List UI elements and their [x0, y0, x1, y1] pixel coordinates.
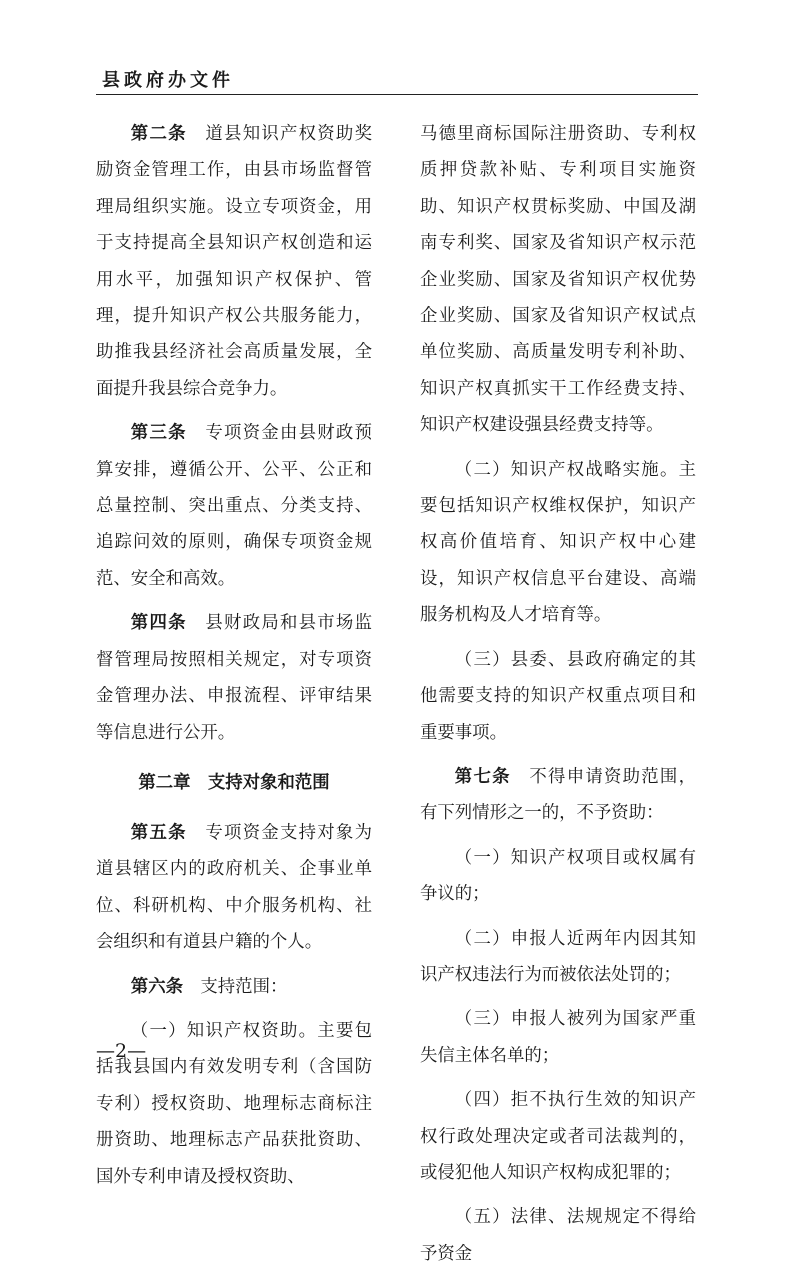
article-6-item-1: （一）知识产权资助。主要包括我县国内有效发明专利（含国防专利）授权资助、地理标志商标注册资助、地理标志产品获批资助、国外专利申请及授权资助、	[96, 1020, 372, 1187]
article-5-label: 第五条	[130, 822, 187, 843]
article-4	[96, 605, 372, 751]
header-title: 县政府办文件	[102, 70, 234, 91]
article-7-label: 第七条	[454, 766, 511, 787]
chapter-2-heading: 第二章 支持对象和范围	[138, 772, 330, 793]
document-header	[96, 70, 698, 95]
article-7-item-2: （二）申报人近两年内因其知识产权违法行为而被依法处罚的；	[420, 928, 696, 985]
article-2-label: 第二条	[130, 124, 187, 144]
article-7-text: 不得申请资助范围，有下列情形之一的，不予资助：	[420, 766, 696, 824]
article-2-text: 道县知识产权资助奖励资金管理工作，由县市场监督管理局组织实施。设立专项资金，用于支持提高全县知识产权创造和运用水平，加强知识产权保护、管理，提升知识产权公共服务能力，助推我县经济社会高质量发展，全面提升我县综合竞争力。	[96, 124, 372, 399]
article-6-item-1-continued: 马德里商标国际注册资助、专利权质押贷款补贴、专利项目实施资助、知识产权贯标奖励、中国及湖南专利奖、国家及省知识产权示范企业奖励、国家及省知识产权优势企业奖励、国家及省知识产权试点单位奖励、高质量发明专利补助、知识产权真抓实干工作经费支持、知识产权建设强县经费支持等。	[420, 124, 696, 436]
article-6-label: 第六条	[130, 976, 183, 997]
page-number: —2—	[96, 1040, 147, 1062]
article-7-item-1: （一）知识产权项目或权属有争议的；	[420, 847, 696, 905]
article-5	[96, 815, 372, 961]
article-3-text: 专项资金由县财政预算安排，遵循公开、公平、公正和总量控制、突出重点、分类支持、追踪问效的原则，确保专项资金规范、安全和高效。	[96, 423, 372, 589]
article-6	[96, 969, 372, 1005]
article-7	[420, 759, 696, 832]
article-7-item-4: （四）拒不执行生效的知识产权行政处理决定或者司法裁判的，或侵犯他人知识产权构成犯罪的；	[420, 1090, 696, 1183]
article-4-label: 第四条	[130, 613, 187, 634]
article-6-item-3: （三）县委、县政府确定的其他需要支持的知识产权重点项目和重要事项。	[420, 649, 696, 743]
article-5-text: 专项资金支持对象为道县辖区内的政府机关、企事业单位、科研机构、中介服务机构、社会组织和有道县户籍的个人。	[96, 822, 372, 953]
article-7-item-5: （五）法律、法规规定不得给予资金	[420, 1207, 696, 1264]
article-4-text: 县财政局和县市场监督管理局按照相关规定，对专项资金管理办法、申报流程、评审结果等信息进行公开。	[96, 613, 372, 743]
article-6-text: 支持范围：	[200, 976, 288, 997]
right-column	[420, 116, 696, 1280]
article-2	[96, 116, 372, 407]
article-3-label: 第三条	[130, 423, 187, 444]
article-3	[96, 415, 372, 597]
article-7-item-3: （三）申报人被列为国家严重失信主体名单的；	[420, 1009, 696, 1066]
article-6-item-2: （二）知识产权战略实施。主要包括知识产权维权保护，知识产权高价值培育、知识产权中心建设，知识产权信息平台建设、高端服务机构及人才培育等。	[420, 459, 696, 626]
